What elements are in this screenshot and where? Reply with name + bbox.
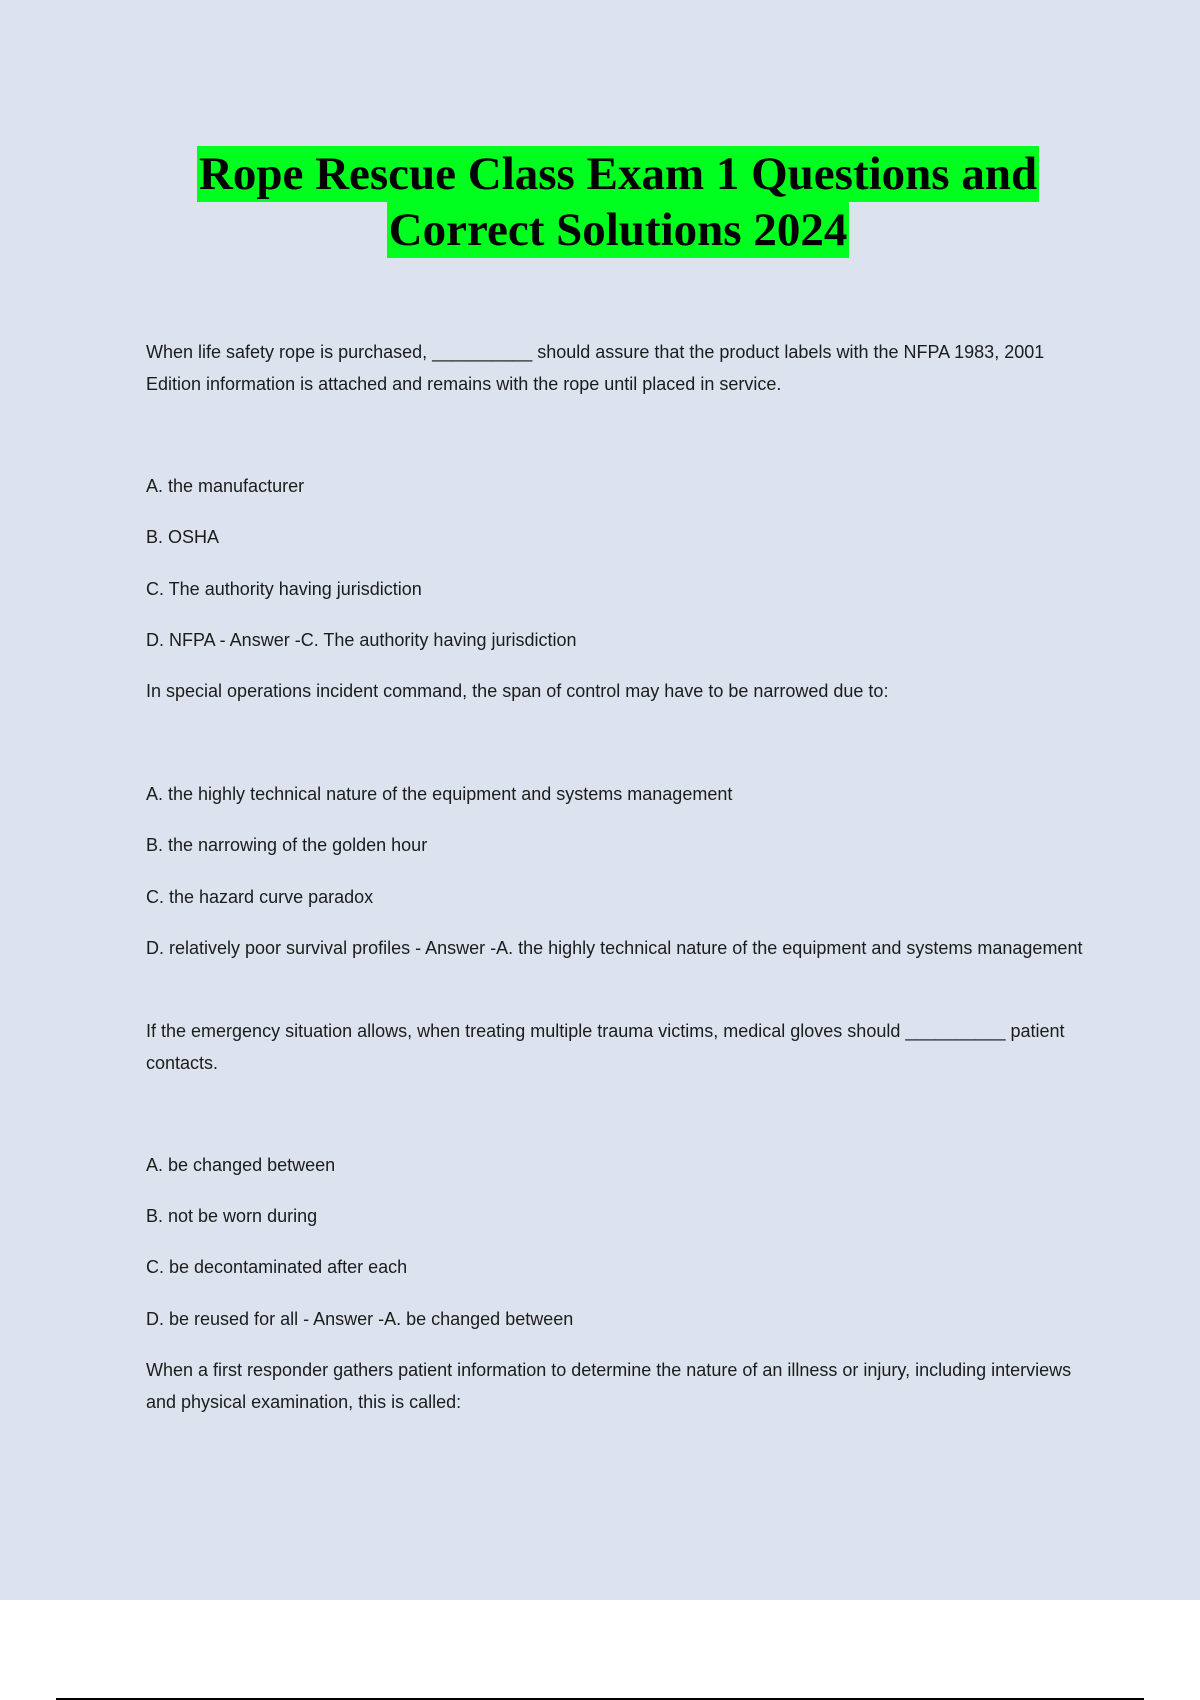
title-line-2: Correct Solutions 2024 (388, 204, 848, 256)
title-line-1: Rope Rescue Class Exam 1 Questions and (198, 148, 1038, 200)
question-3-option-c: C. be decontaminated after each (146, 1257, 408, 1277)
question-3-option-b: B. not be worn during (146, 1206, 318, 1226)
question-2-text: In special operations incident command, the span of control may have to be narrowed due to: (146, 681, 889, 701)
question-1-option-c: C. The authority having jurisdiction (146, 579, 422, 599)
question-3-option-a: A. be changed between (146, 1155, 336, 1175)
question-1-option-d-answer: D. NFPA - Answer -C. The authority having jurisdiction (146, 630, 577, 650)
question-1-option-b: B. OSHA (146, 527, 220, 547)
question-2-option-d-answer: D. relatively poor survival profiles - Answer -A. the highly technical nature of the equipment and systems management (146, 938, 1083, 958)
question-4-text: When a first responder gathers patient information to determine the nature of an illness or injury, including interviews and physical examination, this is called: (146, 1360, 1072, 1412)
document-title (0, 146, 1200, 258)
question-3-text: If the emergency situation allows, when treating multiple trauma victims, medical gloves should __________ patient contacts. (146, 1021, 1065, 1073)
question-2-option-b: B. the narrowing of the golden hour (146, 835, 428, 855)
question-2-option-c: C. the hazard curve paradox (146, 887, 374, 907)
question-2-option-a: A. the highly technical nature of the equipment and systems management (146, 784, 733, 804)
question-1-option-a: A. the manufacturer (146, 476, 305, 496)
question-3-option-d-answer: D. be reused for all - Answer -A. be changed between (146, 1309, 574, 1329)
question-1-text: When life safety rope is purchased, __________ should assure that the product labels with the NFPA 1983, 2001 Edition information is attached and remains with the rope until placed in service. (146, 342, 1045, 394)
